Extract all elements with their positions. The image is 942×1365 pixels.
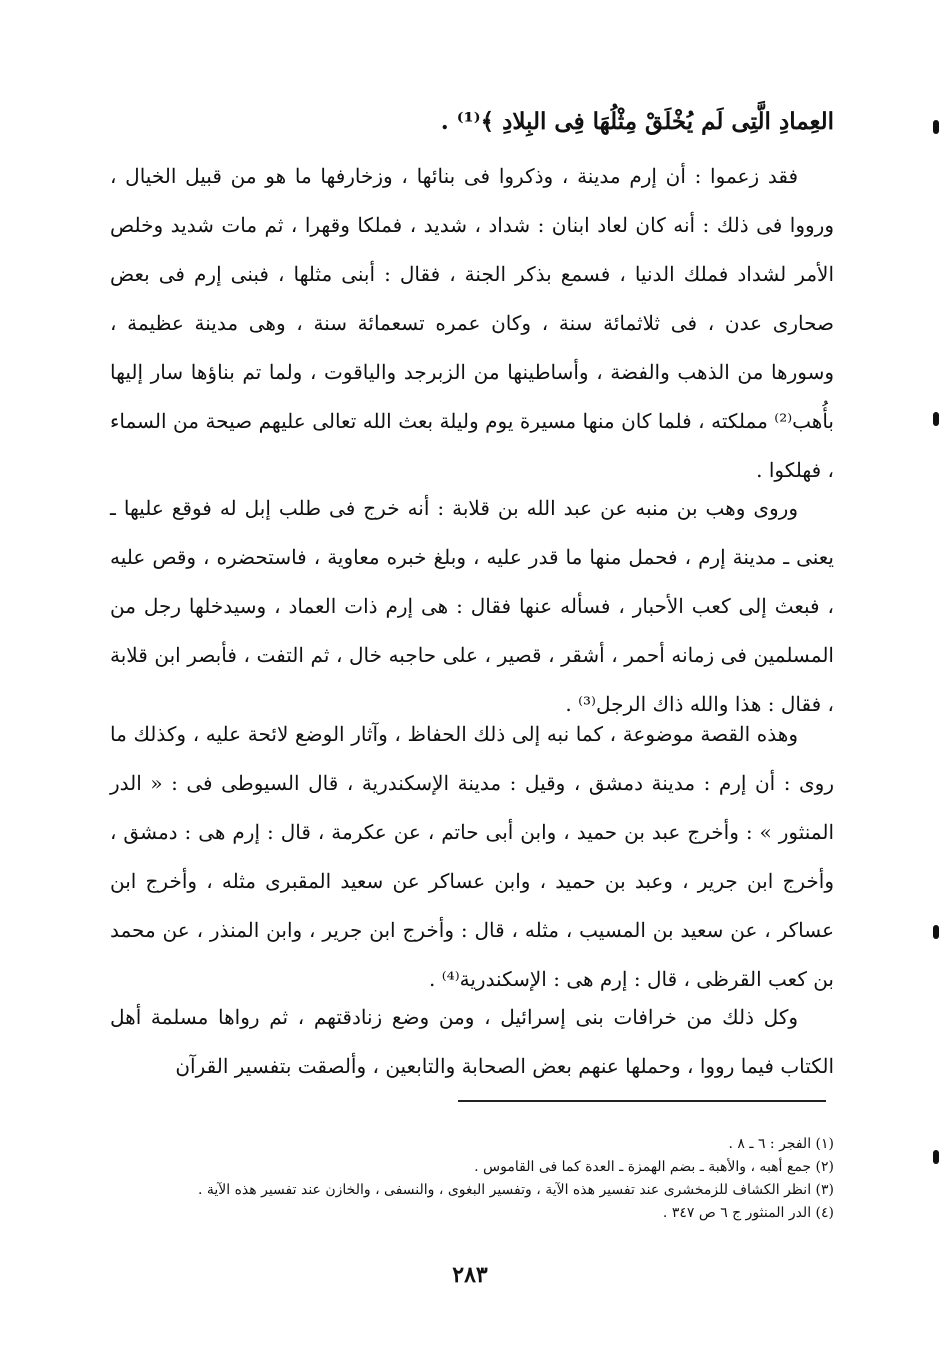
- paragraph-text: وكل ذلك من خرافات بنى إسرائيل ، ومن وضع زنادقتهم ، ثم رواها مسلمة أهل الكتاب فيما رووا ، وحملها عنهم بعض الصحابة والتابعين ، وألصقت بتفسير القرآن: [110, 1005, 834, 1078]
- paragraph-text: وهذه القصة موضوعة ، كما نبه إلى ذلك الحفاظ ، وآثار الوضع لائحة عليه ، وكذلك ما روى : أن إرم : مدينة دمشق ، وقيل : مدينة الإسكندرية ، قال السيوطى فى : « الدر المنثور » : وأخرج عبد بن حميد ، وابن أبى حاتم ، عن عكرمة ، قال : إرم هى : دمشق ، وأخرج ابن جرير ، وعبد بن حميد ، وابن عساكر عن سعيد المقبرى مثله ، وأخرج ابن عساكر ، عن سعيد بن المسيب ، مثله ، قال : وأخرج ابن جرير ، وابن المنذر ، عن محمد بن كعب القرظى ، قال : إرم هى : الإسكندرية⁽⁴⁾ .: [110, 722, 834, 991]
- footnote-2: (٢) جمع أهبه ، والأهبة ـ بضم الهمزة ـ العدة كما فى القاموس .: [474, 1159, 834, 1175]
- footnotes: [90, 1133, 834, 1225]
- quran-verse-line: العِمادِ الَّتِى لَم يُخْلَقْ مِثْلُهَا فِى البِلادِ ﴾⁽¹⁾ .: [440, 108, 834, 135]
- page-number: ٢٨٣: [452, 1262, 488, 1288]
- binding-hole-mark: [933, 120, 939, 134]
- footnote-4: (٤) الدر المنثور ج ٦ ص ٣٤٧ .: [662, 1205, 834, 1221]
- binding-hole-mark: [933, 412, 939, 426]
- paragraph-text: فقد زعموا : أن إرم مدينة ، وذكروا فى بنائها ، وزخارفها ما هو من قبيل الخيال ، ورووا فى ذلك : أنه كان لعاد ابنان : شداد ، شديد ، فملكا وقهرا ، ثم مات شديد وخلص الأمر لشداد فملك الدنيا ، فسمع بذكر الجنة ، فقال : أبنى مثلها ، فبنى إرم فى بعض صحارى عدن ، فى ثلاثمائة سنة ، وكان عمره تسعمائة سنة ، وهى مدينة عظيمة ، وسورها من الذهب والفضة ، وأساطينها من الزبرجد والياقوت ، ولما تم بناؤها سار إليها بأُهب⁽²⁾ مملكته ، فلما كان منها مسيرة يوم وليلة بعث الله تعالى عليهم صيحة من السماء ، فهلكوا .: [110, 164, 835, 482]
- paragraph-text: وروى وهب بن منبه عن عبد الله بن قلابة : أنه خرج فى طلب إبل له فوقع عليها ـ يعنى ـ مدينة إرم ، فحمل منها ما قدر عليه ، وبلغ خبره معاوية ، فاستحضره ، وقص عليه ، فبعث إلى كعب الأحبار ، فسأله عنها فقال : هى إرم ذات العماد ، وسيدخلها رجل من المسلمين فى زمانه أحمر ، أشقر ، قصير ، على حاجبه خال ، ثم التفت ، فأبصر ابن قلابة ، فقال : هذا والله ذاك الرجل⁽³⁾ .: [110, 496, 834, 716]
- binding-hole-mark: [933, 1150, 939, 1164]
- footnote-1: (١) الفجر : ٦ ـ ٨ .: [728, 1136, 834, 1152]
- paragraph-4: [110, 993, 834, 1091]
- paragraph-3: [110, 710, 834, 1004]
- paragraph-2: [110, 484, 834, 729]
- footnote-3: (٣) انظر الكشاف للزمخشرى عند تفسير هذه الآية ، وتفسير البغوى ، والنسفى ، والخازن عند تفسير هذه الآية .: [197, 1182, 834, 1198]
- paragraph-1: [110, 152, 834, 495]
- footnote-divider: [458, 1100, 826, 1102]
- binding-hole-mark: [933, 925, 939, 939]
